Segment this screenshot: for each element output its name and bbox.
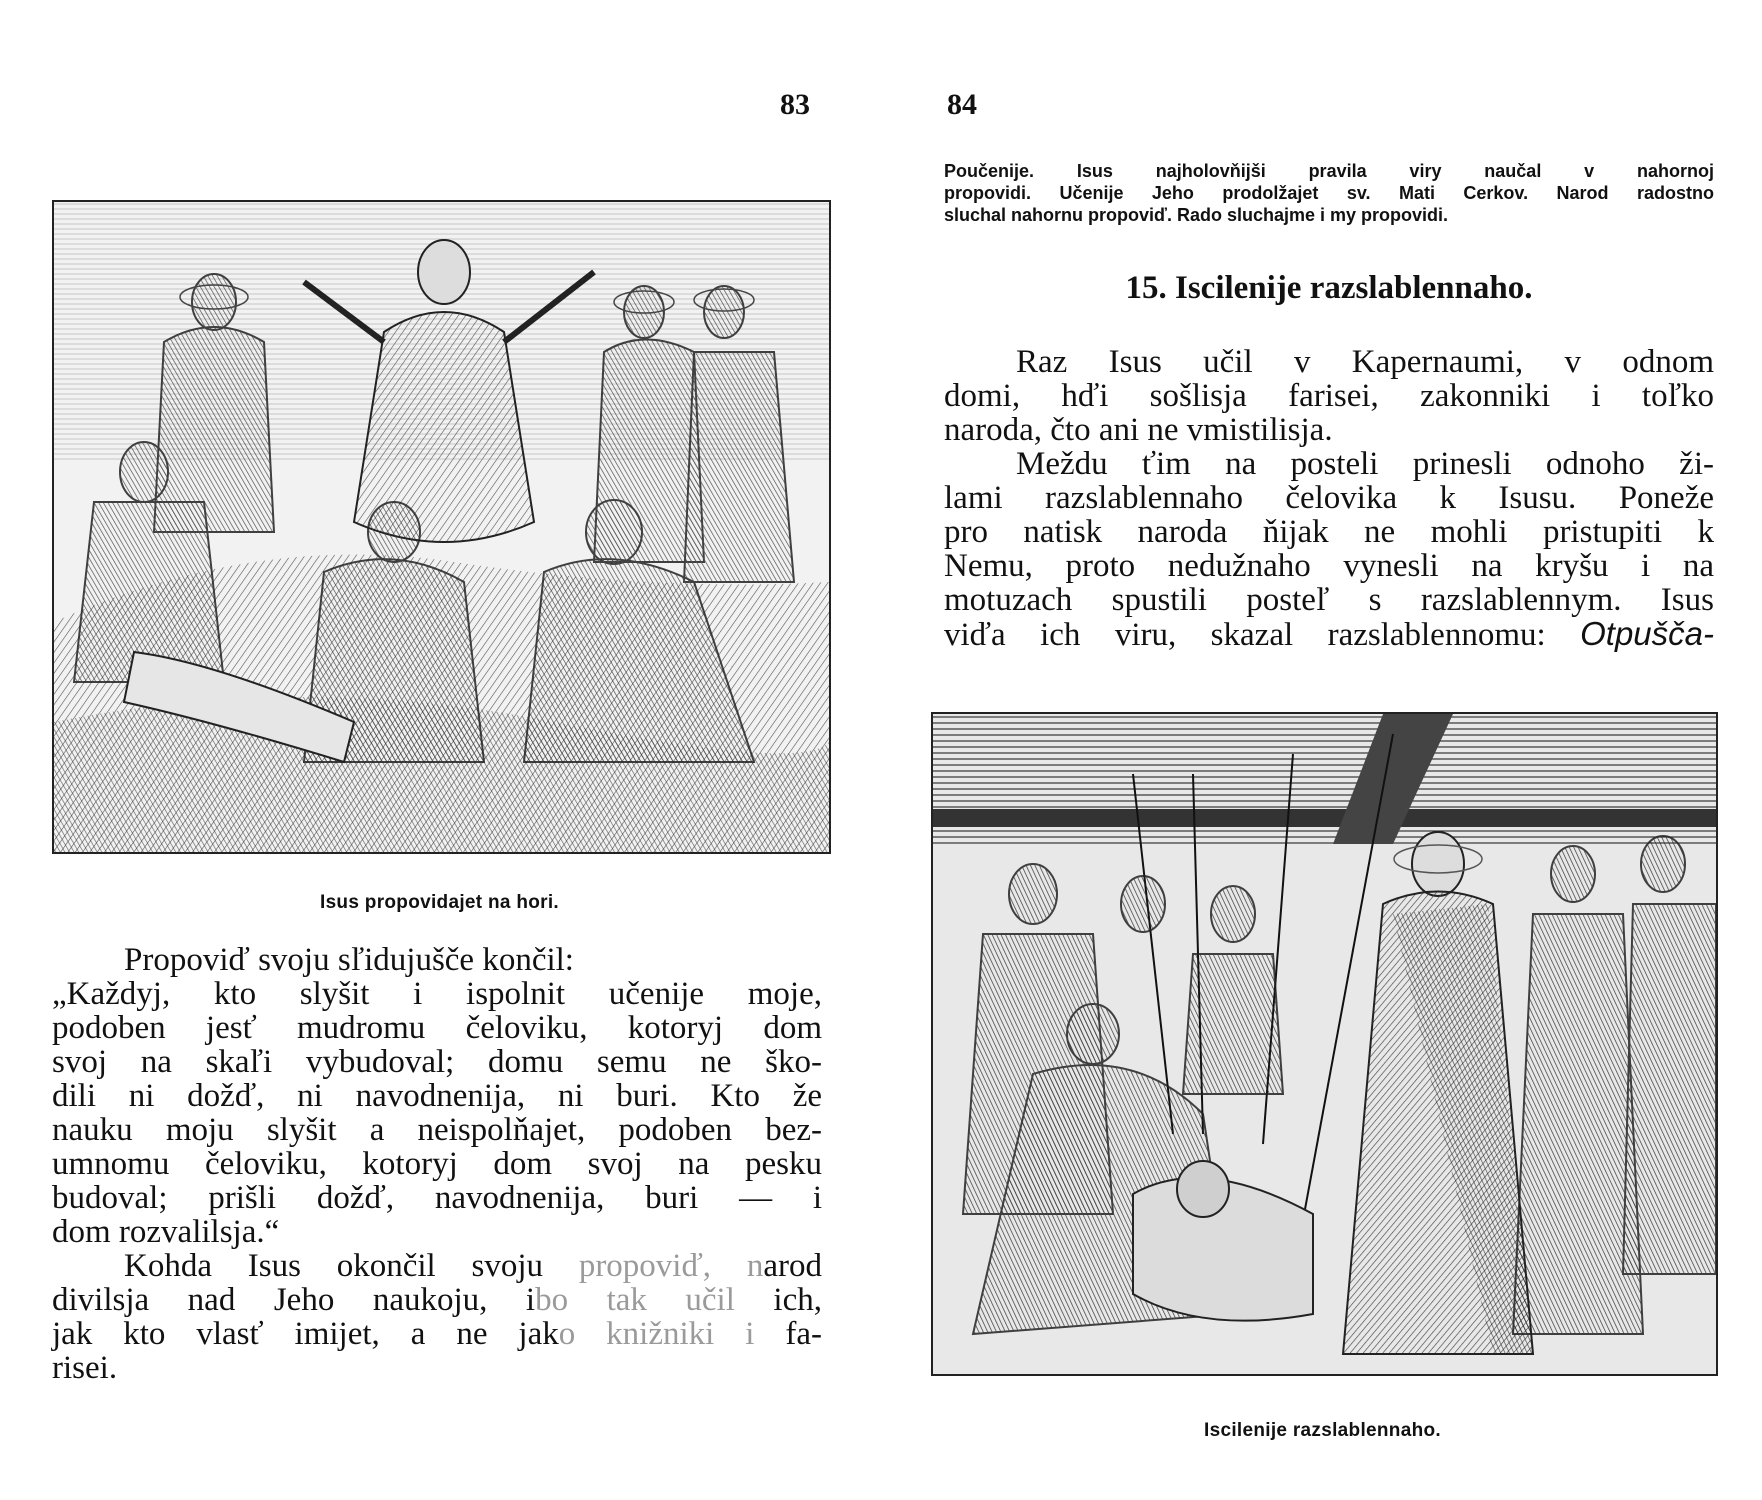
- chapter-title: 15. Iscilenije razslablennaho.: [1125, 270, 1533, 306]
- illustration-caption-left: Isus propovidajet na hori.: [319, 892, 559, 913]
- text-line: podoben jesť mudromu čeloviku, kotoryj dom: [52, 1010, 822, 1046]
- illustration-sermon-on-the-mount: [52, 200, 831, 854]
- page-number-right: 84: [947, 88, 977, 121]
- lesson-line: propovidi. Učenije Jeho prodolžajet sv. Mati Cerkov. Narod radostno: [944, 183, 1714, 203]
- text-line: naroda, čto ani ne vmistilisja.: [944, 412, 1333, 448]
- text-line: pro natisk naroda ňijak ne mohli pristupiti k: [944, 514, 1714, 550]
- page-number-left: 83: [780, 88, 810, 121]
- text-line: dom rozvalilsja.“: [52, 1214, 280, 1250]
- text-line: Kohda Isus okončil svoju propoviď, narod: [124, 1248, 822, 1284]
- italic-continuation: Otpušča-: [1580, 615, 1714, 652]
- text-line: budoval; prišli dožď, navodnenija, buri — i: [52, 1180, 822, 1216]
- text-line: umnomu čeloviku, kotoryj dom svoj na pesku: [52, 1146, 822, 1182]
- text-line: motuzach spustili posteľ s razslablennym. Isus: [944, 582, 1714, 618]
- text-line: viďa ich viru, skazal razslablennomu: Otpušča-: [944, 615, 1714, 653]
- engraving-sermon-image: [54, 202, 829, 852]
- lesson-line: Poučenije. Isus najholovňijši pravila viry naučal v nahornoj: [944, 161, 1714, 181]
- text-line: Nemu, proto nedužnaho vynesli na kryšu i na: [944, 548, 1714, 584]
- right-page: [881, 0, 1762, 1500]
- text-line: svoj na skaľi vybudoval; domu semu ne ško-: [52, 1044, 822, 1080]
- text-line: jak kto vlasť imijet, a ne jako knižniki i fa-: [52, 1316, 822, 1352]
- lesson-summary: [944, 160, 1714, 226]
- text-line: „Každyj, kto slyšit i ispolnit učenije moje,: [52, 976, 822, 1012]
- text-line: Raz Isus učil v Kapernaumi, v odnom: [1016, 344, 1714, 380]
- engraving-healing-image: [933, 714, 1716, 1374]
- text-line: lami razslablennaho čelovika k Isusu. Poneže: [944, 480, 1714, 516]
- left-body-text: [52, 943, 822, 1385]
- text-line: nauku moju slyšit a neispolňajet, podoben bez-: [52, 1112, 822, 1148]
- text-line: divilsja nad Jeho naukoju, ibo tak učil ich,: [52, 1282, 822, 1318]
- text-line: domi, hďi sošlisja farisei, zakonniki i toľko: [944, 378, 1714, 414]
- illustration-caption-right: Iscilenije razslablennaho.: [1204, 1420, 1441, 1441]
- illustration-healing-paralytic: [931, 712, 1718, 1376]
- lesson-line: sluchal nahornu propoviď. Rado sluchajme i my propovidi.: [944, 205, 1449, 225]
- text-line: risei.: [52, 1350, 118, 1386]
- text-line: Meždu ťim na posteli prinesli odnoho ži-: [1016, 446, 1714, 482]
- text-line: Propoviď svoju sľidujušče končil:: [124, 942, 574, 978]
- text-line: dili ni dožď, ni navodnenija, ni buri. Kto že: [52, 1078, 822, 1114]
- right-body-text: [944, 345, 1714, 652]
